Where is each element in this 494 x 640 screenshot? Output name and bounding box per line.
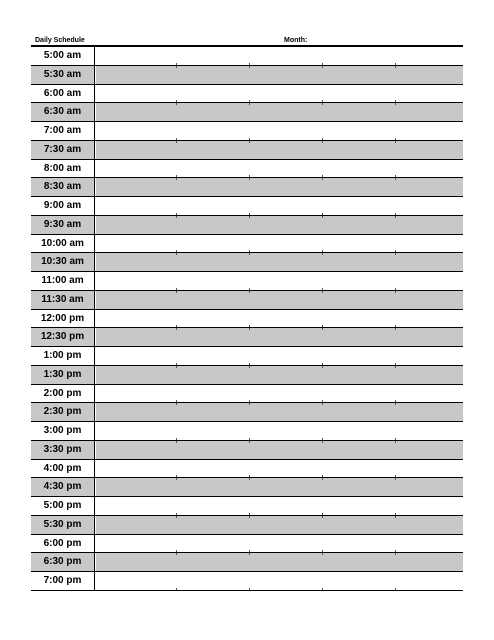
schedule-entry-area[interactable]	[96, 347, 463, 365]
schedule-entry-area[interactable]	[96, 47, 463, 65]
time-slot-row	[31, 141, 463, 160]
column-tick-mark	[249, 325, 250, 327]
column-tick-mark	[322, 516, 323, 518]
time-slot-row	[31, 478, 463, 497]
column-tick-mark	[176, 175, 177, 177]
schedule-entry-area[interactable]	[96, 216, 463, 234]
column-tick-mark	[395, 553, 396, 555]
column-tick-mark	[176, 328, 177, 330]
column-tick-mark	[176, 366, 177, 368]
column-tick-mark	[395, 325, 396, 327]
column-tick-mark	[249, 250, 250, 252]
column-tick-mark	[176, 478, 177, 480]
column-tick-mark	[176, 141, 177, 143]
time-label: 3:00 pm	[31, 422, 95, 440]
time-label: 2:30 pm	[31, 403, 95, 421]
time-slot-row	[31, 85, 463, 104]
column-tick-mark	[249, 553, 250, 555]
column-tick-mark	[176, 516, 177, 518]
column-tick-mark	[249, 478, 250, 480]
column-tick-mark	[249, 366, 250, 368]
time-slot-row	[31, 403, 463, 422]
time-label: 1:00 pm	[31, 347, 95, 365]
column-tick-mark	[176, 513, 177, 515]
column-tick-mark	[395, 441, 396, 443]
column-tick-mark	[176, 63, 177, 65]
column-tick-mark	[322, 400, 323, 402]
schedule-entry-area[interactable]	[96, 272, 463, 290]
column-tick-mark	[395, 550, 396, 552]
column-tick-mark	[395, 363, 396, 365]
column-tick-mark	[176, 550, 177, 552]
column-tick-mark	[322, 438, 323, 440]
column-tick-mark	[176, 288, 177, 290]
time-label: 9:00 am	[31, 197, 95, 215]
schedule-entry-area[interactable]	[96, 103, 463, 121]
schedule-entry-area[interactable]	[96, 310, 463, 328]
schedule-entry-area[interactable]	[96, 197, 463, 215]
time-slot-row	[31, 122, 463, 141]
time-label: 2:00 pm	[31, 385, 95, 403]
time-slot-row	[31, 460, 463, 479]
column-tick-mark	[395, 63, 396, 65]
time-slot-row	[31, 216, 463, 235]
column-tick-mark	[322, 216, 323, 218]
schedule-entry-area[interactable]	[96, 122, 463, 140]
schedule-entry-area[interactable]	[96, 328, 463, 346]
time-label: 5:00 pm	[31, 497, 95, 515]
column-tick-mark	[176, 325, 177, 327]
time-label: 6:30 am	[31, 103, 95, 121]
time-slot-row	[31, 516, 463, 535]
column-tick-mark	[249, 513, 250, 515]
column-tick-mark	[395, 250, 396, 252]
column-tick-mark	[395, 291, 396, 293]
column-tick-mark	[249, 403, 250, 405]
column-tick-mark	[249, 475, 250, 477]
time-label: 7:30 am	[31, 141, 95, 159]
column-tick-mark	[395, 66, 396, 68]
column-tick-mark	[176, 400, 177, 402]
schedule-entry-area[interactable]	[96, 253, 463, 271]
column-tick-mark	[395, 175, 396, 177]
column-tick-mark	[395, 213, 396, 215]
schedule-entry-area[interactable]	[96, 516, 463, 534]
column-tick-mark	[176, 66, 177, 68]
time-slot-row	[31, 366, 463, 385]
time-slot-row	[31, 291, 463, 310]
column-tick-mark	[322, 250, 323, 252]
schedule-entry-area[interactable]	[96, 366, 463, 384]
column-tick-mark	[176, 178, 177, 180]
column-tick-mark	[249, 216, 250, 218]
column-tick-mark	[395, 438, 396, 440]
time-label: 1:30 pm	[31, 366, 95, 384]
column-tick-mark	[322, 441, 323, 443]
time-slot-row	[31, 497, 463, 516]
column-tick-mark	[322, 100, 323, 102]
column-tick-mark	[249, 400, 250, 402]
time-label: 6:30 pm	[31, 553, 95, 571]
column-tick-mark	[249, 141, 250, 143]
column-tick-mark	[395, 328, 396, 330]
column-tick-mark	[395, 103, 396, 105]
time-label: 5:30 pm	[31, 516, 95, 534]
time-label: 8:30 am	[31, 178, 95, 196]
time-slot-row	[31, 328, 463, 347]
column-tick-mark	[249, 178, 250, 180]
column-tick-mark	[395, 100, 396, 102]
time-slot-row	[31, 422, 463, 441]
schedule-entry-area[interactable]	[96, 291, 463, 309]
schedule-entry-area[interactable]	[96, 160, 463, 178]
column-tick-mark	[395, 288, 396, 290]
time-label: 8:00 am	[31, 160, 95, 178]
schedule-entry-area[interactable]	[96, 572, 463, 590]
column-tick-mark	[249, 441, 250, 443]
column-tick-mark	[322, 328, 323, 330]
column-tick-mark	[395, 475, 396, 477]
schedule-entry-area[interactable]	[96, 460, 463, 478]
schedule-entry-area[interactable]	[96, 497, 463, 515]
column-tick-mark	[322, 291, 323, 293]
time-label: 10:30 am	[31, 253, 95, 271]
time-label: 9:30 am	[31, 216, 95, 234]
time-label: 11:00 am	[31, 272, 95, 290]
column-tick-mark	[322, 403, 323, 405]
time-label: 7:00 pm	[31, 572, 95, 590]
time-slot-list	[31, 47, 463, 591]
schedule-entry-area[interactable]	[96, 141, 463, 159]
column-tick-mark	[395, 400, 396, 402]
column-tick-mark	[395, 478, 396, 480]
time-label: 12:30 pm	[31, 328, 95, 346]
column-tick-mark	[322, 550, 323, 552]
column-tick-mark	[322, 288, 323, 290]
column-tick-mark	[322, 138, 323, 140]
column-tick-mark	[395, 141, 396, 143]
time-slot-row	[31, 441, 463, 460]
column-tick-mark	[176, 103, 177, 105]
schedule-entry-area[interactable]	[96, 385, 463, 403]
column-tick-mark	[176, 475, 177, 477]
column-tick-mark	[395, 516, 396, 518]
column-tick-mark	[322, 588, 323, 590]
column-tick-mark	[249, 516, 250, 518]
column-tick-mark	[395, 216, 396, 218]
column-tick-mark	[249, 550, 250, 552]
column-tick-mark	[322, 478, 323, 480]
column-tick-mark	[322, 175, 323, 177]
column-tick-mark	[176, 438, 177, 440]
column-tick-mark	[249, 588, 250, 590]
schedule-sheet	[31, 32, 463, 591]
column-tick-mark	[176, 138, 177, 140]
column-tick-mark	[322, 363, 323, 365]
schedule-entry-area[interactable]	[96, 403, 463, 421]
column-tick-mark	[176, 100, 177, 102]
column-tick-mark	[176, 588, 177, 590]
time-label: 4:30 pm	[31, 478, 95, 496]
time-slot-row	[31, 160, 463, 179]
column-tick-mark	[395, 403, 396, 405]
column-tick-mark	[176, 363, 177, 365]
column-tick-mark	[249, 103, 250, 105]
time-slot-row	[31, 385, 463, 404]
column-tick-mark	[176, 250, 177, 252]
column-tick-mark	[322, 253, 323, 255]
schedule-entry-area[interactable]	[96, 422, 463, 440]
column-tick-mark	[322, 325, 323, 327]
column-tick-mark	[322, 213, 323, 215]
time-slot-row	[31, 47, 463, 66]
column-tick-mark	[322, 103, 323, 105]
column-tick-mark	[322, 63, 323, 65]
column-tick-mark	[395, 253, 396, 255]
time-label: 12:00 pm	[31, 310, 95, 328]
time-slot-row	[31, 347, 463, 366]
column-tick-mark	[249, 438, 250, 440]
time-slot-row	[31, 235, 463, 254]
column-tick-mark	[395, 138, 396, 140]
column-tick-mark	[249, 138, 250, 140]
time-slot-row	[31, 103, 463, 122]
column-tick-mark	[249, 66, 250, 68]
column-tick-mark	[322, 66, 323, 68]
time-slot-row	[31, 553, 463, 572]
column-tick-mark	[249, 328, 250, 330]
column-tick-mark	[249, 363, 250, 365]
column-tick-mark	[322, 553, 323, 555]
time-label: 4:00 pm	[31, 460, 95, 478]
column-tick-mark	[176, 553, 177, 555]
time-label: 11:30 am	[31, 291, 95, 309]
column-tick-mark	[176, 253, 177, 255]
schedule-entry-area[interactable]	[96, 66, 463, 84]
column-tick-mark	[176, 441, 177, 443]
column-tick-mark	[176, 216, 177, 218]
column-tick-mark	[176, 291, 177, 293]
schedule-header	[31, 32, 463, 47]
time-slot-row	[31, 272, 463, 291]
schedule-title: Daily Schedule	[35, 37, 85, 44]
column-tick-mark	[249, 253, 250, 255]
schedule-entry-area[interactable]	[96, 441, 463, 459]
column-tick-mark	[249, 100, 250, 102]
schedule-entry-area[interactable]	[96, 235, 463, 253]
time-slot-row	[31, 197, 463, 216]
time-slot-row	[31, 178, 463, 197]
schedule-entry-area[interactable]	[96, 85, 463, 103]
column-tick-mark	[176, 403, 177, 405]
column-tick-mark	[249, 175, 250, 177]
time-label: 5:30 am	[31, 66, 95, 84]
column-tick-mark	[322, 513, 323, 515]
time-slot-row	[31, 253, 463, 272]
time-slot-row	[31, 535, 463, 554]
column-tick-mark	[322, 475, 323, 477]
column-tick-mark	[322, 141, 323, 143]
time-slot-row	[31, 572, 463, 591]
time-label: 5:00 am	[31, 47, 95, 65]
column-tick-mark	[176, 213, 177, 215]
column-tick-mark	[249, 291, 250, 293]
time-slot-row	[31, 310, 463, 329]
time-slot-row	[31, 66, 463, 85]
schedule-entry-area[interactable]	[96, 478, 463, 496]
column-tick-mark	[395, 513, 396, 515]
time-label: 6:00 pm	[31, 535, 95, 553]
column-tick-mark	[249, 63, 250, 65]
time-label: 7:00 am	[31, 122, 95, 140]
time-label: 6:00 am	[31, 85, 95, 103]
schedule-entry-area[interactable]	[96, 178, 463, 196]
schedule-entry-area[interactable]	[96, 535, 463, 553]
column-tick-mark	[322, 178, 323, 180]
column-tick-mark	[395, 178, 396, 180]
time-label: 10:00 am	[31, 235, 95, 253]
column-tick-mark	[249, 288, 250, 290]
column-tick-mark	[395, 588, 396, 590]
column-tick-mark	[322, 366, 323, 368]
time-label: 3:30 pm	[31, 441, 95, 459]
month-label: Month:	[284, 37, 308, 44]
column-tick-mark	[395, 366, 396, 368]
schedule-entry-area[interactable]	[96, 553, 463, 571]
column-tick-mark	[249, 213, 250, 215]
